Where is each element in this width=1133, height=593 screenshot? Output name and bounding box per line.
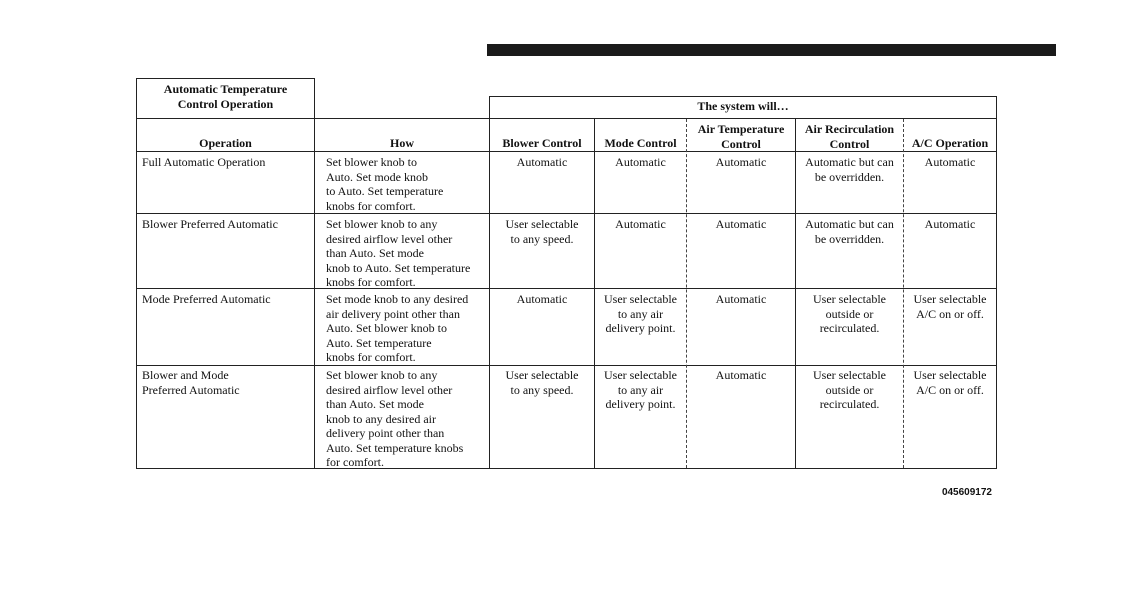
cell-line: delivery point other than	[326, 426, 445, 440]
cell-line: Full Automatic Operation	[142, 155, 266, 169]
row-1-operation	[142, 155, 265, 170]
row-2-blower	[490, 217, 594, 246]
cell-line: User selectable	[913, 368, 987, 382]
border	[136, 78, 314, 79]
row-3-airtemp	[687, 292, 795, 307]
border	[136, 118, 997, 119]
header-blower-control	[490, 136, 594, 151]
row-1-ac	[904, 155, 996, 170]
row-3-recirc	[796, 292, 903, 336]
header-line: Blower Control	[502, 136, 582, 150]
row-2-ac	[904, 217, 996, 232]
cell-line: knob to any desired air	[326, 411, 436, 426]
cell-line: A/C on or off.	[916, 306, 984, 321]
cell-line: Blower and Mode	[142, 368, 229, 382]
row-2-how	[326, 217, 470, 290]
header-line: A/C Operation	[911, 136, 989, 150]
cell-line: Automatic	[615, 217, 666, 231]
cell-line: desired airflow level other	[326, 231, 453, 246]
cell-line: desired airflow level other	[326, 382, 453, 397]
cell-line: Automatic	[715, 368, 767, 382]
cell-line: recirculated.	[819, 321, 880, 335]
cell-line: knobs for comfort.	[326, 198, 416, 213]
cell-line: air delivery point other than	[326, 306, 460, 321]
cell-line: Automatic	[715, 292, 767, 306]
row-3-blower	[490, 292, 594, 307]
header-operation	[137, 136, 314, 151]
border	[136, 151, 997, 152]
cell-line: knobs for comfort.	[326, 275, 416, 289]
header-line: Air Temperature	[697, 122, 785, 136]
cell-line: to any speed.	[510, 231, 574, 246]
cell-line: be overridden.	[814, 231, 885, 246]
header-mode-control	[595, 136, 686, 151]
header-line: Control	[829, 136, 870, 151]
cell-line: Auto. Set temperature knobs	[326, 440, 464, 455]
system-will-header: The system will…	[697, 99, 789, 113]
cell-line: outside or	[825, 306, 874, 321]
cell-line: outside or	[825, 382, 874, 397]
border	[136, 468, 997, 469]
cell-line: Set blower knob to any	[326, 217, 438, 231]
border	[489, 96, 997, 97]
title-line: Control Operation	[177, 96, 274, 111]
cell-line: Automatic	[924, 155, 976, 169]
header-line: How	[390, 136, 414, 150]
border	[136, 213, 997, 214]
row-2-recirc	[796, 217, 903, 246]
cell-line: Mode Preferred Automatic	[142, 292, 271, 306]
border	[136, 365, 997, 366]
cell-line: User selectable	[505, 217, 579, 231]
header-ac-operation	[904, 136, 996, 151]
cell-line: than Auto. Set mode	[326, 246, 424, 260]
cell-line: knob to Auto. Set temperature	[326, 260, 471, 275]
table-title	[137, 82, 314, 111]
cell-line: User selectable	[913, 292, 987, 306]
title-line: Automatic Temperature	[163, 82, 288, 96]
cell-line: Automatic	[924, 217, 976, 231]
cell-line: Set blower knob to any	[326, 368, 438, 382]
cell-line: Auto. Set blower knob to	[326, 321, 447, 335]
cell-line: Auto. Set temperature	[326, 335, 432, 350]
row-4-airtemp	[687, 368, 795, 383]
cell-line: recirculated.	[819, 397, 880, 411]
row-1-blower	[490, 155, 594, 170]
row-2-operation	[142, 217, 278, 232]
header-rule-bar	[487, 44, 1056, 56]
row-4-mode	[595, 368, 686, 412]
cell-line: Blower Preferred Automatic	[142, 217, 278, 231]
cell-line: User selectable	[505, 368, 579, 382]
cell-line: be overridden.	[814, 169, 885, 184]
row-1-recirc	[796, 155, 903, 184]
border	[489, 96, 490, 469]
cell-line: Automatic but can	[805, 155, 894, 169]
cell-line: for comfort.	[326, 455, 384, 469]
cell-line: User selectable	[813, 368, 886, 382]
row-2-airtemp	[687, 217, 795, 232]
cell-line: A/C on or off.	[916, 382, 984, 397]
cell-line: to Auto. Set temperature	[326, 184, 444, 198]
row-1-airtemp	[687, 155, 795, 170]
cell-line: Automatic	[516, 155, 568, 169]
cell-line: Auto. Set mode knob	[326, 169, 428, 184]
row-3-operation	[142, 292, 271, 307]
header-line: Air Recirculation	[804, 122, 895, 136]
cell-line: Automatic	[715, 217, 767, 231]
row-3-how	[326, 292, 468, 365]
cell-line: Automatic but can	[805, 217, 894, 231]
border	[314, 78, 315, 119]
cell-line: Automatic	[715, 155, 767, 169]
cell-line: knobs for comfort.	[326, 350, 416, 364]
cell-line: delivery point.	[605, 397, 676, 411]
cell-line: Set mode knob to any desired	[326, 292, 469, 306]
header-line: Mode Control	[604, 136, 677, 150]
row-4-recirc	[796, 368, 903, 412]
row-4-how	[326, 368, 463, 470]
cell-line: Preferred Automatic	[142, 382, 240, 397]
row-4-blower	[490, 368, 594, 397]
row-2-mode	[595, 217, 686, 232]
cell-line: to any air	[617, 306, 664, 321]
row-1-how	[326, 155, 443, 213]
cell-line: User selectable	[813, 292, 886, 306]
cell-line: Automatic	[516, 292, 568, 306]
cell-line: to any speed.	[510, 382, 574, 397]
cell-line: Automatic	[615, 155, 666, 169]
cell-line: to any air	[617, 382, 664, 397]
header-air-recirculation-control	[796, 122, 903, 151]
row-1-mode	[595, 155, 686, 170]
row-4-ac	[904, 368, 996, 397]
border	[136, 288, 997, 289]
row-3-mode	[595, 292, 686, 336]
cell-line: delivery point.	[605, 321, 676, 335]
row-4-operation	[142, 368, 240, 397]
header-line: Operation	[199, 136, 252, 150]
cell-line: User selectable	[604, 292, 677, 306]
figure-id: 045609172	[941, 487, 992, 498]
header-air-temperature-control	[687, 122, 795, 151]
cell-line: than Auto. Set mode	[326, 397, 424, 411]
header-how	[315, 136, 489, 151]
header-line: Control	[721, 136, 761, 151]
cell-line: Set blower knob to	[326, 155, 417, 169]
automatic-temperature-control-table	[136, 78, 997, 469]
row-3-ac	[904, 292, 996, 321]
cell-line: User selectable	[604, 368, 677, 382]
border	[314, 118, 315, 469]
